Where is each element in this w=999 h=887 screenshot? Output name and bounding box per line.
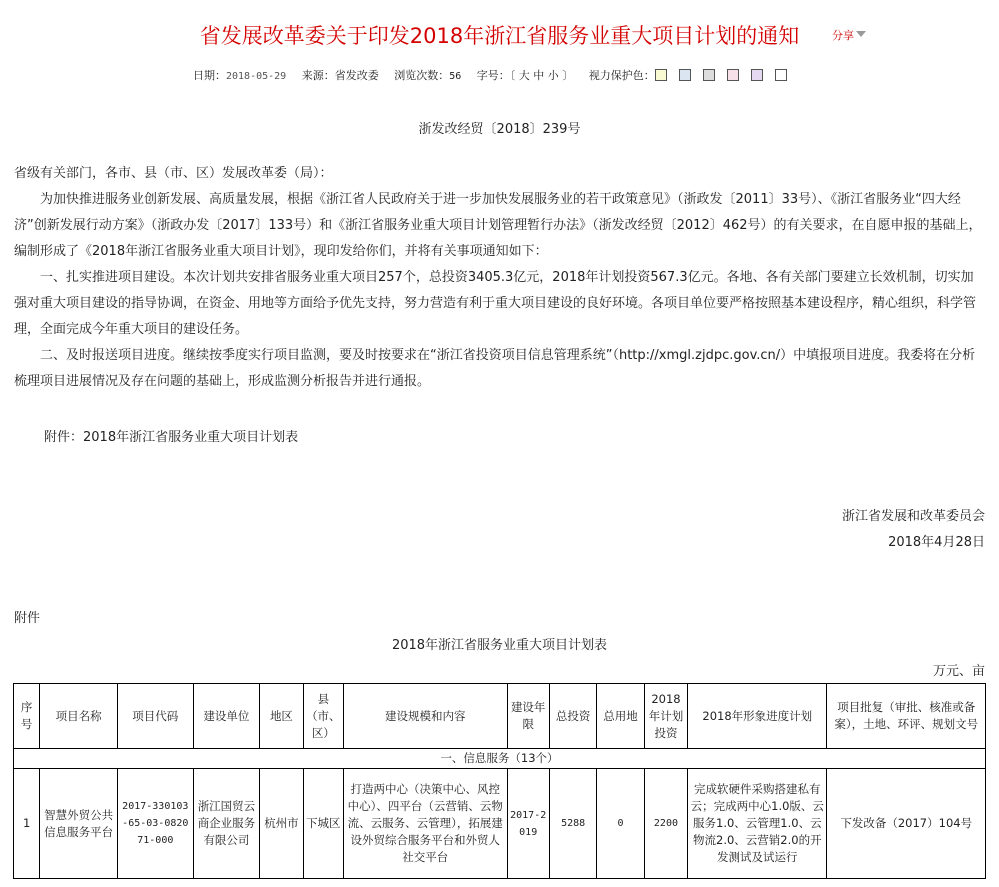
fontsize-field: 字号：〔 大 中 小 〕 (476, 69, 574, 82)
signer: 浙江省发展和改革委员会 (841, 509, 985, 524)
cell-total-investment: 5288 (549, 769, 596, 879)
source-value: 省发改委 (334, 69, 379, 82)
date-value: 2018-05-29 (226, 71, 287, 82)
cell-district: 下城区 (303, 769, 343, 879)
cell-project-code: 2017-330103-65-03-082071-000 (117, 769, 193, 879)
views-field: 浏览次数：56 (394, 69, 462, 82)
category-label: 一、信息服务（13个） (14, 749, 986, 769)
column-header: 序号 (14, 684, 40, 749)
column-header: 总投资 (549, 684, 596, 749)
salutation: 省级有关部门，各市、县（市、区）发展改革委（局）： (14, 166, 333, 181)
source-field: 来源：省发改委 (301, 69, 379, 82)
color-swatch[interactable] (655, 69, 667, 81)
table-title: 2018年浙江省服务业重大项目计划表 (391, 638, 608, 653)
unit-label: 万元、亩 (932, 664, 985, 679)
cell-progress-plan: 完成软硬件采购搭建私有云；完成两中心1.0版、云服务1.0、云管理1.0、云物流2.0、云营销2.0的开发测试及试运行 (688, 769, 827, 879)
chevron-down-icon (856, 31, 866, 37)
cell-plan-investment: 2200 (644, 769, 687, 879)
table-header-row (14, 684, 986, 749)
page-title: 省发展改革委关于印发2018年浙江省服务业重大项目计划的通知 (199, 24, 800, 48)
paragraph-item-2: 二、及时报送项目进度。继续按季度实行项目监测，要及时按要求在“浙江省投资项目信息管理系统”（http://xmgl.zjdpc.gov.cn/）中填报项目进度。我委将在分析梳理项目进展情况及存在问题的基础上，形成监测分析报告并进行通报。 (14, 348, 976, 389)
cell-project-name: 智慧外贸公共信息服务平台 (40, 769, 118, 879)
cell-builder: 浙江国贸云商企业服务有限公司 (193, 769, 260, 879)
column-header: 2018年计划投资 (644, 684, 687, 749)
eye-color-swatches (655, 69, 799, 84)
attachment-line: 附件：2018年浙江省服务业重大项目计划表 (44, 430, 299, 445)
table-row (14, 769, 986, 879)
cell-approval: 下发改备（2017）104号 (827, 769, 986, 879)
column-header: 地区 (260, 684, 303, 749)
color-swatch[interactable] (679, 69, 691, 81)
project-table (13, 683, 986, 879)
document-body (14, 161, 986, 395)
column-header: 总用地 (597, 684, 644, 749)
document-number: 浙发改经贸〔2018〕239号 (418, 122, 581, 137)
eye-protection-field: 视力保护色： (589, 69, 811, 82)
meta-bar (193, 67, 823, 84)
date-field: 日期：2018-05-29 (193, 69, 287, 82)
views-count: 56 (449, 71, 462, 82)
attachment-heading: 附件 (14, 611, 41, 626)
column-header: 建设年限 (507, 684, 549, 749)
column-header: 建设单位 (193, 684, 260, 749)
column-header: 建设规模和内容 (344, 684, 508, 749)
cell-scope: 打造两中心（决策中心、风控中心）、四平台（云营销、云物流、云服务、云管理），拓展建设外贸综合服务平台和外贸人社交平台 (344, 769, 508, 879)
color-swatch[interactable] (703, 69, 715, 81)
cell-period: 2017-2019 (507, 769, 549, 879)
paragraph-intro: 为加快推进服务业创新发展、高质量发展，根据《浙江省人民政府关于进一步加快发展服务业的若干政策意见》（浙政发〔2011〕33号）、《浙江省服务业“四大经济”创新发展行动方案》（浙政办发〔2017〕133号）和《浙江省服务业重大项目计划管理暂行办法》（浙发改经贸〔2012〕462号）的有关要求，在自愿申报的基础上，编制形成了《2018年浙江省服务业重大项目计划》，现印发给你们，并将有关事项通知如下： (14, 192, 982, 259)
share-label: 分享 (832, 29, 854, 42)
column-header: 项目名称 (40, 684, 118, 749)
color-swatch[interactable] (751, 69, 763, 81)
share-button[interactable] (832, 27, 866, 43)
cell-index: 1 (14, 769, 40, 879)
paragraph-item-1: 一、扎实推进项目建设。本次计划共安排省服务业重大项目257个，总投资3405.3亿元，2018年计划投资567.3亿元。各地、各有关部门要建立长效机制，切实加强对重大项目建设的指导协调，在资金、用地等方面给予优先支持，努力营造有利于重大项目建设的良好环境。各项目单位要严格按照基本建设程序，精心组织，科学管理，全面完成今年重大项目的建设任务。 (14, 270, 977, 337)
sign-date: 2018年4月28日 (888, 535, 985, 550)
column-header: 2018年形象进度计划 (688, 684, 827, 749)
color-swatch[interactable] (727, 69, 739, 81)
cell-region: 杭州市 (260, 769, 303, 879)
column-header: 县（市、区） (303, 684, 343, 749)
column-header: 项目代码 (117, 684, 193, 749)
column-header: 项目批复（审批、核准或备案），土地、环评、规划文号 (827, 684, 986, 749)
cell-total-land: 0 (597, 769, 644, 879)
fontsize-options[interactable]: 〔 大 中 小 〕 (509, 69, 574, 82)
color-swatch[interactable] (775, 69, 787, 81)
category-row (14, 749, 986, 769)
